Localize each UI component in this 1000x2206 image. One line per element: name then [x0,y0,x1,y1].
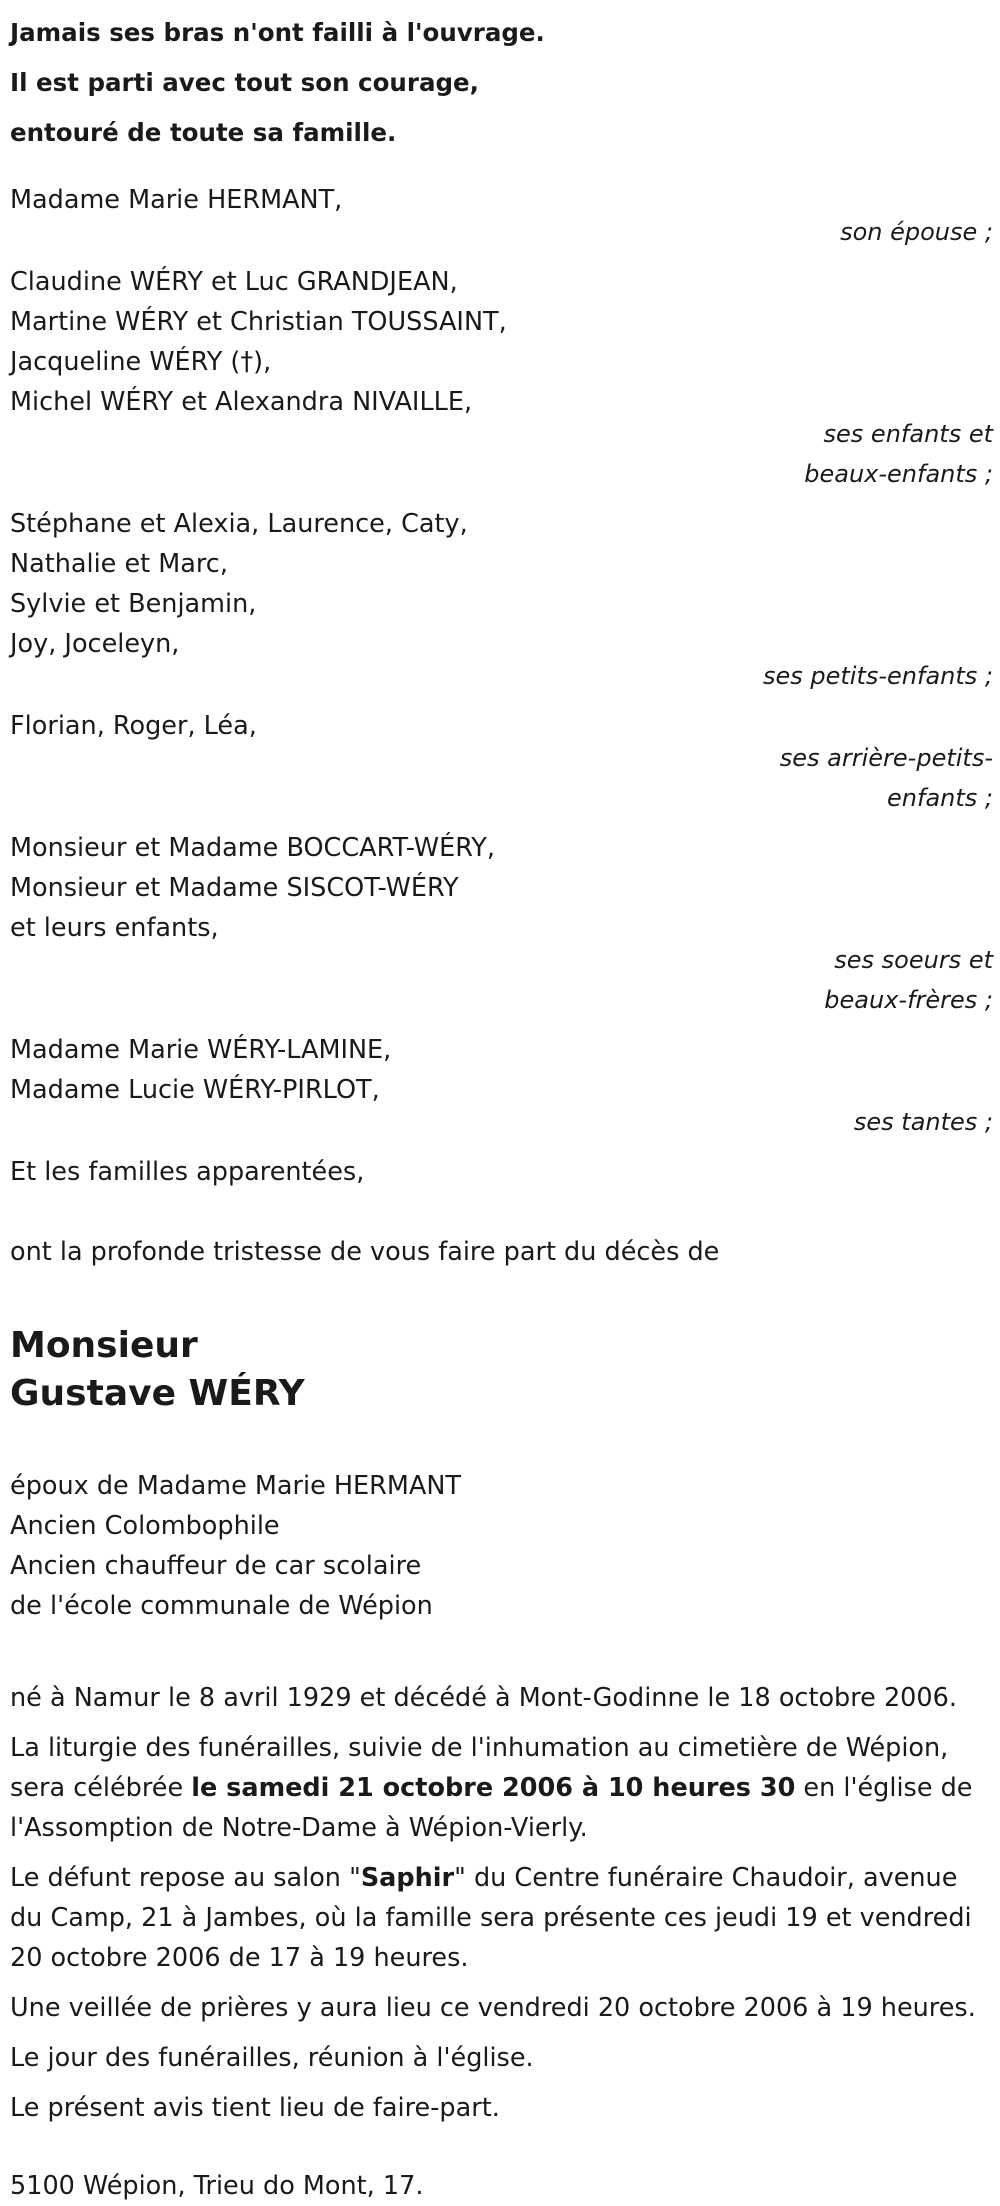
address-text: 5100 Wépion, Trieu do Mont, 17. [10,2171,424,2201]
family-role: son épouse ; [840,218,993,246]
family-group-spouse [10,180,993,252]
family-name: Stéphane et Alexia, Laurence, Caty, [10,509,468,539]
family-name: Sylvie et Benjamin, [10,589,257,619]
notice-text: Le présent avis tient lieu de faire-part. [10,2093,500,2123]
meeting-text: Le jour des funérailles, réunion à l'église. [10,2043,534,2073]
family-name: Monsieur et Madame BOCCART-WÉRY, [10,833,495,863]
bio-line: époux de Madame Marie HERMANT [10,1471,461,1501]
family-name: Nathalie et Marc, [10,549,228,579]
bio-line: Ancien Colombophile [10,1511,280,1541]
family-group-aunts [10,1030,993,1142]
family-name: et leurs enfants, [10,913,219,943]
family-group-great-grandchildren [10,706,993,818]
announcement-text: ont la profonde tristesse de vous faire part du décès de [10,1237,720,1267]
family-role: ses arrière-petits- enfants ; [779,744,993,812]
family-name: Madame Lucie WÉRY-PIRLOT, [10,1075,380,1105]
deceased-title: Monsieur [10,1325,198,1366]
family-name: Monsieur et Madame SISCOT-WÉRY [10,873,459,903]
bio-line: de l'école communale de Wépion [10,1591,433,1621]
family-name: Madame Marie WÉRY-LAMINE, [10,1035,392,1065]
family-role: ses soeurs et beaux-frères ; [824,946,993,1014]
epigraph-line: Jamais ses bras n'ont failli à l'ouvrage. [10,18,545,47]
salon-name: Saphir [360,1863,455,1893]
family-name: Florian, Roger, Léa, [10,711,257,741]
birth-death-text: né à Namur le 8 avril 1929 et décédé à Mont-Godinne le 18 octobre 2006. [10,1683,957,1713]
liturgy-text: La liturgie des funérailles, suivie de l'inhumation au cimetière de Wépion, sera célébrée le samedi 21 octobre 2006 à 10 heures 30 en l'église de l'Assomption de Notre-Dame à Wépion-Vierly. [10,1733,973,1843]
deceased-name [10,1322,1000,1418]
epigraph [10,0,1000,158]
family-role: ses tantes ; [853,1108,993,1136]
deceased-bio [10,1466,1000,1626]
family-group-siblings [10,828,993,1020]
salon-text: Le défunt repose au salon "Saphir" du Centre funéraire Chaudoir, avenue du Camp, 21 à Jambes, où la famille sera présente ces jeudi 19 et vendredi 20 octobre 2006 de 17 à 19 heures. [10,1863,972,1973]
epigraph-line: Il est parti avec tout son courage, [10,68,479,97]
family-name: Madame Marie HERMANT, [10,185,343,215]
bio-line: Ancien chauffeur de car scolaire [10,1551,422,1581]
family-name: Joy, Joceleyn, [10,629,180,659]
family-group-grandchildren [10,504,993,696]
family-name: Claudine WÉRY et Luc GRANDJEAN, [10,267,458,297]
liturgy-date: le samedi 21 octobre 2006 à 10 heures 30 [191,1773,796,1803]
family-name: Michel WÉRY et Alexandra NIVAILLE, [10,387,473,417]
family-group-children [10,262,993,494]
family-group-relatives [10,1152,993,1192]
family-role: ses petits-enfants ; [762,662,993,690]
epigraph-line: entouré de toute sa famille. [10,118,397,147]
family-name: Jacqueline WÉRY (†), [10,347,272,377]
family-name: Martine WÉRY et Christian TOUSSAINT, [10,307,507,337]
vigil-text: Une veillée de prières y aura lieu ce vendredi 20 octobre 2006 à 19 heures. [10,1993,976,2023]
family-list [10,180,1000,1192]
family-role: ses enfants et beaux-enfants ; [804,420,993,488]
deceased-fullname: Gustave WÉRY [10,1373,305,1414]
family-name: Et les familles apparentées, [10,1157,365,1187]
